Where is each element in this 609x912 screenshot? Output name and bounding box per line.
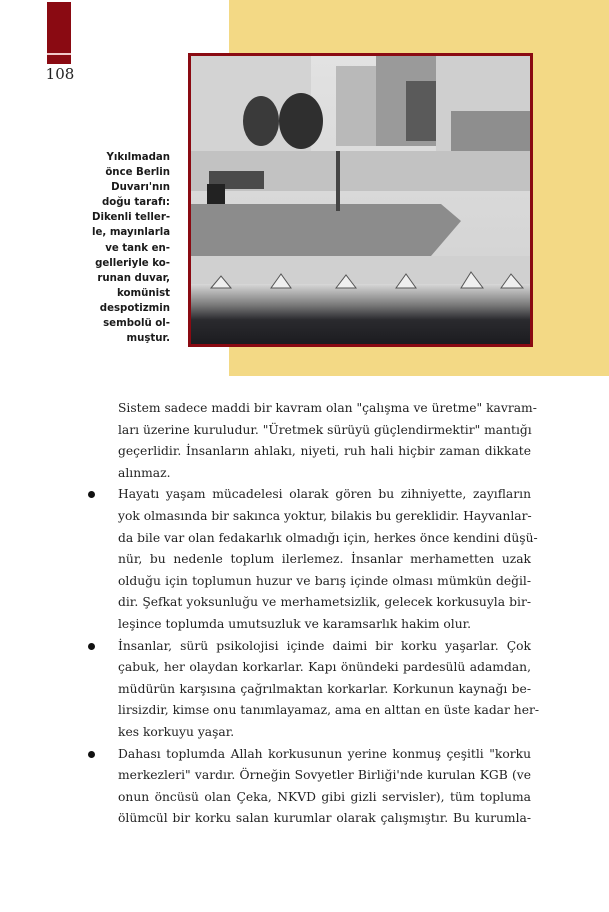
- bullet-item: [118, 744, 531, 830]
- caption-line: runan duvar,: [97, 272, 170, 284]
- caption-line: önce Berlin: [105, 167, 170, 179]
- bullet-dot-icon: [88, 643, 95, 650]
- text-line: geçerlidir. İnsanların ahlakı, niyeti, ruh hali hiçbir zaman dikkate: [118, 444, 531, 459]
- intro-paragraph: [118, 398, 537, 484]
- page-color-tab: [47, 2, 71, 64]
- text-line: da bile var olan fedakarlık olmadığı için, herkes önce kendini düşü-: [118, 530, 538, 545]
- caption-line: sembolü ol-: [103, 318, 170, 330]
- text-line: lirsizdir, kimse onu tanımlayamaz, ama en alttan en üste kadar her-: [118, 703, 540, 718]
- text-line: ları üzerine kuruludur. "Üretmek sürüyü güçlendirmektir" mantığı: [118, 422, 532, 437]
- text-line: onun öncüsü olan Çeka, NKVD gibi gizli servisler), tüm topluma: [118, 789, 531, 804]
- text-line: leşince toplumda umutsuzluk ve karamsarlık hakim olur.: [118, 616, 472, 631]
- text-line: alınmaz.: [118, 465, 171, 480]
- text-line: Sistem sadece maddi bir kavram olan "çalışma ve üretme" kavram-: [118, 401, 537, 415]
- text-line: ölümcül bir korku salan kurumlar olarak çalışmıştır. Bu kurumla-: [118, 811, 531, 826]
- caption-line: Dikenli teller-: [92, 212, 171, 224]
- page-tab-stripe: [47, 53, 71, 55]
- text-line: nür, bu nedenle toplum ilerlemez. İnsanlar merhametten uzak: [118, 552, 531, 567]
- caption-line: ve tank en-: [105, 242, 170, 254]
- text-line: Dahası toplumda Allah korkusunun yerine konmuş çeşitli "korku: [118, 746, 531, 761]
- caption-line: muştur.: [126, 333, 170, 345]
- caption-line: Yıkılmadan: [106, 152, 170, 163]
- berlin-wall-photo: [188, 53, 533, 347]
- text-line: dir. Şefkat yoksunluğu ve merhametsizlik, gelecek korkusuyla bir-: [118, 595, 531, 610]
- figure-caption: [92, 150, 170, 346]
- text-line: çabuk, her olaydan korkarlar. Kapı önündeki pardesülü adamdan,: [118, 660, 531, 675]
- text-line: kes korkuyu yaşar.: [118, 724, 235, 739]
- photo-illustration: [191, 56, 530, 344]
- bullet-item: [118, 484, 538, 635]
- caption-line: le, mayınlarla: [92, 227, 171, 239]
- bullet-item: [118, 636, 540, 744]
- page-number: 108: [45, 65, 75, 83]
- caption-line: doğu tarafı:: [101, 197, 170, 209]
- text-line: Hayatı yaşam mücadelesi olarak gören bu zihniyette, zayıfların: [118, 487, 531, 502]
- text-line: yok olmasında bir sakınca yoktur, bilakis bu gereklidir. Hayvanlar-: [118, 508, 532, 523]
- caption-line: komünist: [116, 287, 170, 299]
- body-text: [118, 398, 540, 830]
- text-line: merkezleri" vardır. Örneğin Sovyetler Birliği'nde kurulan KGB (ve: [118, 768, 531, 783]
- text-line: İnsanlar, sürü psikolojisi içinde daimi bir korku yaşarlar. Çok: [118, 638, 531, 653]
- bullet-dot-icon: [88, 751, 95, 758]
- caption-line: despotizmin: [99, 302, 170, 314]
- caption-line: gelleriyle ko-: [95, 257, 170, 269]
- bullet-dot-icon: [88, 491, 95, 498]
- caption-line: Duvarı'nın: [111, 182, 170, 194]
- text-line: olduğu için toplumun huzur ve barış içinde olması mümkün değil-: [118, 573, 531, 588]
- text-line: müdürün karşısına çağrılmaktan korkarlar. Korkunun kaynağı be-: [118, 681, 531, 696]
